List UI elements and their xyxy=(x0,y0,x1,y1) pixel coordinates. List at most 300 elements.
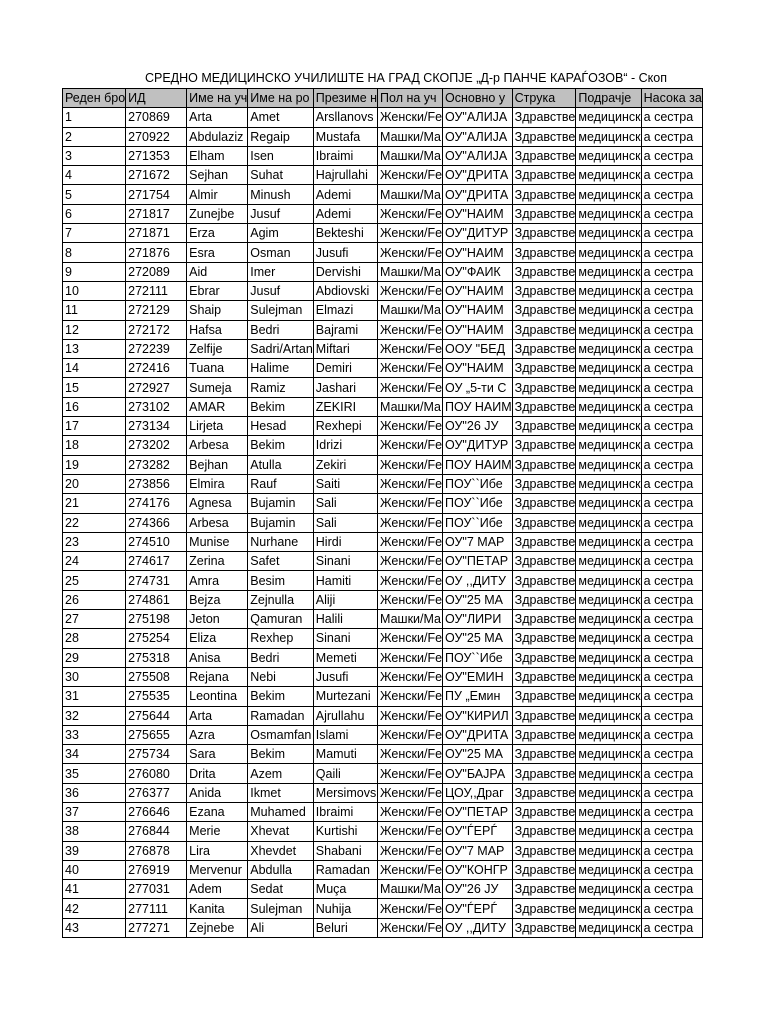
cell-ime-na-ucenik: Arbesa xyxy=(187,513,248,532)
cell-reden-broj: 29 xyxy=(63,648,126,667)
cell-podracje: медицинск xyxy=(576,571,641,590)
cell-pol: Женски/Fe xyxy=(378,764,443,783)
table-row xyxy=(63,629,703,648)
cell-ime-na-roditel: Isen xyxy=(248,146,314,165)
cell-ime-na-ucenik: Mervenur xyxy=(187,860,248,879)
cell-prezime: Aliji xyxy=(313,590,377,609)
cell-reden-broj: 21 xyxy=(63,494,126,513)
cell-struka: Здравстве xyxy=(512,822,576,841)
cell-ime-na-ucenik: Jeton xyxy=(187,610,248,629)
cell-podracje: медицинск xyxy=(576,359,641,378)
cell-pol: Женски/Fe xyxy=(378,494,443,513)
cell-prezime: Arsllanovs xyxy=(313,108,377,127)
cell-osnovno-uciliste: ОУ"НАИМ xyxy=(443,243,513,262)
cell-reden-broj: 1 xyxy=(63,108,126,127)
table-row xyxy=(63,552,703,571)
cell-pol: Женски/Fe xyxy=(378,860,443,879)
cell-reden-broj: 8 xyxy=(63,243,126,262)
cell-struka: Здравстве xyxy=(512,127,576,146)
table-row xyxy=(63,397,703,416)
cell-podracje: медицинск xyxy=(576,590,641,609)
cell-ime-na-ucenik: Zunejbe xyxy=(187,204,248,223)
cell-nasoka: а сестра xyxy=(641,764,702,783)
column-header-osnovno-uciliste: Основно у xyxy=(443,89,513,108)
cell-reden-broj: 6 xyxy=(63,204,126,223)
cell-prezime: Miftari xyxy=(313,339,377,358)
cell-pol: Женски/Fe xyxy=(378,590,443,609)
cell-struka: Здравстве xyxy=(512,204,576,223)
cell-ime-na-ucenik: Azra xyxy=(187,725,248,744)
cell-id: 277111 xyxy=(126,899,187,918)
cell-prezime: Mustafa xyxy=(313,127,377,146)
cell-pol: Женски/Fe xyxy=(378,706,443,725)
cell-prezime: Bajrami xyxy=(313,320,377,339)
cell-ime-na-ucenik: Bejza xyxy=(187,590,248,609)
cell-struka: Здравстве xyxy=(512,339,576,358)
cell-nasoka: а сестра xyxy=(641,552,702,571)
cell-reden-broj: 43 xyxy=(63,918,126,937)
cell-nasoka: а сестра xyxy=(641,899,702,918)
table-row xyxy=(63,339,703,358)
cell-podracje: медицинск xyxy=(576,687,641,706)
cell-struka: Здравстве xyxy=(512,841,576,860)
cell-struka: Здравстве xyxy=(512,262,576,281)
cell-osnovno-uciliste: ОУ"ЛИРИ xyxy=(443,610,513,629)
cell-pol: Женски/Fe xyxy=(378,320,443,339)
table-row xyxy=(63,320,703,339)
cell-id: 276878 xyxy=(126,841,187,860)
cell-podracje: медицинск xyxy=(576,417,641,436)
cell-pol: Женски/Fe xyxy=(378,918,443,937)
cell-nasoka: а сестра xyxy=(641,108,702,127)
cell-id: 273856 xyxy=(126,474,187,493)
cell-nasoka: а сестра xyxy=(641,667,702,686)
cell-pol: Женски/Fe xyxy=(378,841,443,860)
cell-struka: Здравстве xyxy=(512,880,576,899)
cell-nasoka: а сестра xyxy=(641,166,702,185)
cell-podracje: медицинск xyxy=(576,532,641,551)
table-row xyxy=(63,841,703,860)
cell-id: 275535 xyxy=(126,687,187,706)
cell-pol: Женски/Fe xyxy=(378,166,443,185)
cell-ime-na-roditel: Suhat xyxy=(248,166,314,185)
table-row xyxy=(63,899,703,918)
cell-osnovno-uciliste: ЦОУ,,Драг xyxy=(443,783,513,802)
column-header-ime-na-ucenik: Име на уч xyxy=(187,89,248,108)
cell-osnovno-uciliste: ОУ"25 МА xyxy=(443,629,513,648)
cell-prezime: Demiri xyxy=(313,359,377,378)
cell-ime-na-ucenik: Ezana xyxy=(187,802,248,821)
cell-struka: Здравстве xyxy=(512,860,576,879)
cell-id: 272111 xyxy=(126,281,187,300)
cell-osnovno-uciliste: ОУ"25 МА xyxy=(443,745,513,764)
cell-nasoka: а сестра xyxy=(641,590,702,609)
cell-osnovno-uciliste: ОУ ,,ДИТУ xyxy=(443,918,513,937)
cell-osnovno-uciliste: ПОУ НАИМ xyxy=(443,397,513,416)
cell-ime-na-roditel: Xhevat xyxy=(248,822,314,841)
cell-prezime: Sinani xyxy=(313,629,377,648)
cell-podracje: медицинск xyxy=(576,822,641,841)
cell-ime-na-roditel: Osmamfan xyxy=(248,725,314,744)
cell-reden-broj: 18 xyxy=(63,436,126,455)
cell-ime-na-ucenik: Anida xyxy=(187,783,248,802)
cell-podracje: медицинск xyxy=(576,455,641,474)
cell-prezime: Sali xyxy=(313,494,377,513)
cell-ime-na-roditel: Bekim xyxy=(248,436,314,455)
cell-prezime: Ajrullahu xyxy=(313,706,377,725)
cell-osnovno-uciliste: ОУ"7 МАР xyxy=(443,532,513,551)
table-row xyxy=(63,783,703,802)
cell-prezime: ZEKIRI xyxy=(313,397,377,416)
cell-podracje: медицинск xyxy=(576,918,641,937)
cell-ime-na-ucenik: Drita xyxy=(187,764,248,783)
table-row xyxy=(63,532,703,551)
cell-prezime: Beluri xyxy=(313,918,377,937)
table-row xyxy=(63,146,703,165)
cell-id: 276919 xyxy=(126,860,187,879)
cell-reden-broj: 20 xyxy=(63,474,126,493)
cell-ime-na-roditel: Ramadan xyxy=(248,706,314,725)
table-row xyxy=(63,359,703,378)
cell-struka: Здравстве xyxy=(512,590,576,609)
table-body xyxy=(63,108,703,938)
cell-reden-broj: 28 xyxy=(63,629,126,648)
cell-struka: Здравстве xyxy=(512,166,576,185)
cell-osnovno-uciliste: ПОУ``Ибе xyxy=(443,648,513,667)
cell-reden-broj: 25 xyxy=(63,571,126,590)
cell-nasoka: а сестра xyxy=(641,417,702,436)
cell-ime-na-roditel: Amet xyxy=(248,108,314,127)
cell-id: 276377 xyxy=(126,783,187,802)
cell-reden-broj: 7 xyxy=(63,224,126,243)
table-row xyxy=(63,860,703,879)
table-row xyxy=(63,224,703,243)
cell-pol: Машки/Ма xyxy=(378,262,443,281)
cell-id: 276080 xyxy=(126,764,187,783)
cell-osnovno-uciliste: ОУ"НАИМ xyxy=(443,204,513,223)
cell-nasoka: а сестра xyxy=(641,571,702,590)
cell-osnovno-uciliste: ОУ"ДИТУР xyxy=(443,224,513,243)
cell-prezime: Kurtishi xyxy=(313,822,377,841)
cell-prezime: Halili xyxy=(313,610,377,629)
cell-podracje: медицинск xyxy=(576,166,641,185)
cell-nasoka: а сестра xyxy=(641,918,702,937)
cell-osnovno-uciliste: ОУ"ЕМИН xyxy=(443,667,513,686)
cell-ime-na-roditel: Nebi xyxy=(248,667,314,686)
cell-osnovno-uciliste: ОУ"ПЕТАР xyxy=(443,552,513,571)
cell-struka: Здравстве xyxy=(512,146,576,165)
cell-id: 271754 xyxy=(126,185,187,204)
table-row xyxy=(63,725,703,744)
cell-podracje: медицинск xyxy=(576,436,641,455)
cell-struka: Здравстве xyxy=(512,725,576,744)
cell-podracje: медицинск xyxy=(576,320,641,339)
cell-pol: Женски/Fe xyxy=(378,359,443,378)
cell-ime-na-roditel: Abdulla xyxy=(248,860,314,879)
cell-struka: Здравстве xyxy=(512,648,576,667)
cell-nasoka: а сестра xyxy=(641,860,702,879)
table-row xyxy=(63,108,703,127)
cell-ime-na-roditel: Imer xyxy=(248,262,314,281)
cell-nasoka: а сестра xyxy=(641,243,702,262)
cell-ime-na-ucenik: Arta xyxy=(187,108,248,127)
cell-reden-broj: 30 xyxy=(63,667,126,686)
cell-nasoka: а сестра xyxy=(641,262,702,281)
cell-nasoka: а сестра xyxy=(641,629,702,648)
cell-reden-broj: 9 xyxy=(63,262,126,281)
cell-reden-broj: 22 xyxy=(63,513,126,532)
cell-osnovno-uciliste: ОУ"АЛИЈА xyxy=(443,146,513,165)
cell-struka: Здравстве xyxy=(512,745,576,764)
cell-ime-na-roditel: Regaip xyxy=(248,127,314,146)
column-header-id: ИД xyxy=(126,89,187,108)
cell-ime-na-ucenik: Anisa xyxy=(187,648,248,667)
cell-podracje: медицинск xyxy=(576,667,641,686)
cell-podracje: медицинск xyxy=(576,552,641,571)
table-row xyxy=(63,822,703,841)
cell-struka: Здравстве xyxy=(512,802,576,821)
cell-pol: Женски/Fe xyxy=(378,455,443,474)
cell-podracje: медицинск xyxy=(576,610,641,629)
cell-nasoka: а сестра xyxy=(641,301,702,320)
cell-struka: Здравстве xyxy=(512,494,576,513)
cell-pol: Машки/Ма xyxy=(378,610,443,629)
cell-nasoka: а сестра xyxy=(641,146,702,165)
table-row xyxy=(63,455,703,474)
cell-osnovno-uciliste: ПОУ``Ибе xyxy=(443,474,513,493)
cell-nasoka: а сестра xyxy=(641,474,702,493)
cell-nasoka: а сестра xyxy=(641,822,702,841)
cell-ime-na-ucenik: Tuana xyxy=(187,359,248,378)
cell-ime-na-ucenik: AMAR xyxy=(187,397,248,416)
cell-id: 275318 xyxy=(126,648,187,667)
cell-prezime: Idrizi xyxy=(313,436,377,455)
cell-nasoka: а сестра xyxy=(641,513,702,532)
cell-ime-na-ucenik: Sumeja xyxy=(187,378,248,397)
cell-nasoka: а сестра xyxy=(641,378,702,397)
cell-podracje: медицинск xyxy=(576,706,641,725)
cell-prezime: Jashari xyxy=(313,378,377,397)
cell-reden-broj: 34 xyxy=(63,745,126,764)
cell-ime-na-ucenik: Hafsa xyxy=(187,320,248,339)
cell-reden-broj: 32 xyxy=(63,706,126,725)
cell-pol: Машки/Ма xyxy=(378,185,443,204)
cell-struka: Здравстве xyxy=(512,417,576,436)
cell-struka: Здравстве xyxy=(512,706,576,725)
cell-osnovno-uciliste: ОУ"АЛИЈА xyxy=(443,127,513,146)
cell-prezime: Memeti xyxy=(313,648,377,667)
table-row xyxy=(63,301,703,320)
cell-id: 276646 xyxy=(126,802,187,821)
cell-prezime: Ramadan xyxy=(313,860,377,879)
cell-osnovno-uciliste: ОУ"КОНГР xyxy=(443,860,513,879)
cell-nasoka: а сестра xyxy=(641,880,702,899)
cell-ime-na-roditel: Bekim xyxy=(248,687,314,706)
cell-id: 274510 xyxy=(126,532,187,551)
cell-id: 277031 xyxy=(126,880,187,899)
table-row xyxy=(63,378,703,397)
cell-ime-na-roditel: Halime xyxy=(248,359,314,378)
cell-reden-broj: 17 xyxy=(63,417,126,436)
cell-struka: Здравстве xyxy=(512,243,576,262)
cell-podracje: медицинск xyxy=(576,474,641,493)
cell-prezime: Elmazi xyxy=(313,301,377,320)
table-row xyxy=(63,764,703,783)
cell-id: 272927 xyxy=(126,378,187,397)
cell-id: 273202 xyxy=(126,436,187,455)
cell-id: 275644 xyxy=(126,706,187,725)
table-row xyxy=(63,436,703,455)
cell-ime-na-ucenik: Lira xyxy=(187,841,248,860)
table-row xyxy=(63,667,703,686)
cell-struka: Здравстве xyxy=(512,513,576,532)
cell-pol: Женски/Fe xyxy=(378,629,443,648)
cell-prezime: Murtezani xyxy=(313,687,377,706)
cell-podracje: медицинск xyxy=(576,127,641,146)
cell-reden-broj: 35 xyxy=(63,764,126,783)
cell-ime-na-roditel: Muhamed xyxy=(248,802,314,821)
cell-podracje: медицинск xyxy=(576,725,641,744)
cell-id: 274617 xyxy=(126,552,187,571)
cell-struka: Здравстве xyxy=(512,378,576,397)
cell-struka: Здравстве xyxy=(512,359,576,378)
cell-ime-na-ucenik: Abdulaziz xyxy=(187,127,248,146)
cell-podracje: медицинск xyxy=(576,860,641,879)
cell-ime-na-roditel: Ikmet xyxy=(248,783,314,802)
cell-osnovno-uciliste: ОУ"7 МАР xyxy=(443,841,513,860)
cell-prezime: Hamiti xyxy=(313,571,377,590)
cell-id: 273102 xyxy=(126,397,187,416)
cell-pol: Женски/Fe xyxy=(378,648,443,667)
cell-id: 275655 xyxy=(126,725,187,744)
cell-osnovno-uciliste: ОУ"26 ЈУ xyxy=(443,417,513,436)
cell-struka: Здравстве xyxy=(512,436,576,455)
cell-ime-na-roditel: Sulejman xyxy=(248,899,314,918)
cell-pol: Женски/Fe xyxy=(378,667,443,686)
cell-prezime: Muça xyxy=(313,880,377,899)
cell-nasoka: а сестра xyxy=(641,841,702,860)
cell-reden-broj: 14 xyxy=(63,359,126,378)
cell-prezime: Shabani xyxy=(313,841,377,860)
cell-reden-broj: 33 xyxy=(63,725,126,744)
cell-id: 273282 xyxy=(126,455,187,474)
cell-ime-na-roditel: Hesad xyxy=(248,417,314,436)
cell-podracje: медицинск xyxy=(576,513,641,532)
cell-ime-na-roditel: Ramiz xyxy=(248,378,314,397)
cell-nasoka: а сестра xyxy=(641,185,702,204)
cell-podracje: медицинск xyxy=(576,397,641,416)
table-row xyxy=(63,204,703,223)
cell-ime-na-ucenik: Rejana xyxy=(187,667,248,686)
table-row xyxy=(63,494,703,513)
cell-reden-broj: 16 xyxy=(63,397,126,416)
cell-reden-broj: 27 xyxy=(63,610,126,629)
table-row xyxy=(63,918,703,937)
table-row xyxy=(63,687,703,706)
cell-ime-na-ucenik: Adem xyxy=(187,880,248,899)
cell-pol: Женски/Fe xyxy=(378,243,443,262)
cell-reden-broj: 38 xyxy=(63,822,126,841)
cell-nasoka: а сестра xyxy=(641,455,702,474)
cell-ime-na-ucenik: Zerina xyxy=(187,552,248,571)
cell-podracje: медицинск xyxy=(576,648,641,667)
table-row xyxy=(63,880,703,899)
cell-pol: Женски/Fe xyxy=(378,687,443,706)
cell-reden-broj: 11 xyxy=(63,301,126,320)
cell-reden-broj: 31 xyxy=(63,687,126,706)
table-row xyxy=(63,802,703,821)
cell-podracje: медицинск xyxy=(576,108,641,127)
cell-osnovno-uciliste: ОУ"ПЕТАР xyxy=(443,802,513,821)
cell-struka: Здравстве xyxy=(512,552,576,571)
cell-id: 276844 xyxy=(126,822,187,841)
cell-ime-na-roditel: Bujamin xyxy=(248,494,314,513)
cell-osnovno-uciliste: ПОУ НАИМ xyxy=(443,455,513,474)
cell-ime-na-roditel: Sulejman xyxy=(248,301,314,320)
cell-osnovno-uciliste: ПОУ``Ибе xyxy=(443,494,513,513)
cell-id: 275198 xyxy=(126,610,187,629)
cell-podracje: медицинск xyxy=(576,243,641,262)
cell-pol: Женски/Fe xyxy=(378,224,443,243)
cell-ime-na-roditel: Nurhane xyxy=(248,532,314,551)
cell-podracje: медицинск xyxy=(576,378,641,397)
cell-ime-na-roditel: Agim xyxy=(248,224,314,243)
cell-nasoka: а сестра xyxy=(641,436,702,455)
cell-struka: Здравстве xyxy=(512,474,576,493)
cell-struka: Здравстве xyxy=(512,783,576,802)
cell-ime-na-roditel: Sadri/Artan xyxy=(248,339,314,358)
cell-id: 272416 xyxy=(126,359,187,378)
cell-ime-na-ucenik: Arta xyxy=(187,706,248,725)
cell-prezime: Sali xyxy=(313,513,377,532)
cell-osnovno-uciliste: ОУ"НАИМ xyxy=(443,359,513,378)
cell-osnovno-uciliste: ОУ"НАИМ xyxy=(443,301,513,320)
cell-ime-na-ucenik: Amra xyxy=(187,571,248,590)
cell-nasoka: а сестра xyxy=(641,783,702,802)
cell-reden-broj: 23 xyxy=(63,532,126,551)
cell-nasoka: а сестра xyxy=(641,494,702,513)
cell-osnovno-uciliste: ОУ ,,ДИТУ xyxy=(443,571,513,590)
cell-ime-na-roditel: Bujamin xyxy=(248,513,314,532)
cell-reden-broj: 41 xyxy=(63,880,126,899)
cell-prezime: Sinani xyxy=(313,552,377,571)
cell-prezime: Zekiri xyxy=(313,455,377,474)
cell-osnovno-uciliste: ОУ"НАИМ xyxy=(443,320,513,339)
cell-nasoka: а сестра xyxy=(641,204,702,223)
cell-podracje: медицинск xyxy=(576,185,641,204)
cell-prezime: Ibraimi xyxy=(313,146,377,165)
cell-pol: Машки/Ма xyxy=(378,127,443,146)
cell-prezime: Jusufi xyxy=(313,243,377,262)
table-row xyxy=(63,417,703,436)
cell-struka: Здравстве xyxy=(512,185,576,204)
cell-id: 273134 xyxy=(126,417,187,436)
cell-podracje: медицинск xyxy=(576,224,641,243)
cell-struka: Здравстве xyxy=(512,687,576,706)
cell-pol: Женски/Fe xyxy=(378,474,443,493)
cell-struka: Здравстве xyxy=(512,899,576,918)
table-row xyxy=(63,127,703,146)
cell-ime-na-ucenik: Ebrar xyxy=(187,281,248,300)
cell-osnovno-uciliste: ООУ "БЕД xyxy=(443,339,513,358)
column-header-pol: Пол на уч xyxy=(378,89,443,108)
cell-struka: Здравстве xyxy=(512,918,576,937)
cell-pol: Женски/Fe xyxy=(378,204,443,223)
cell-reden-broj: 15 xyxy=(63,378,126,397)
cell-pol: Женски/Fe xyxy=(378,745,443,764)
cell-osnovno-uciliste: ОУ „5-ти С xyxy=(443,378,513,397)
cell-nasoka: а сестра xyxy=(641,127,702,146)
